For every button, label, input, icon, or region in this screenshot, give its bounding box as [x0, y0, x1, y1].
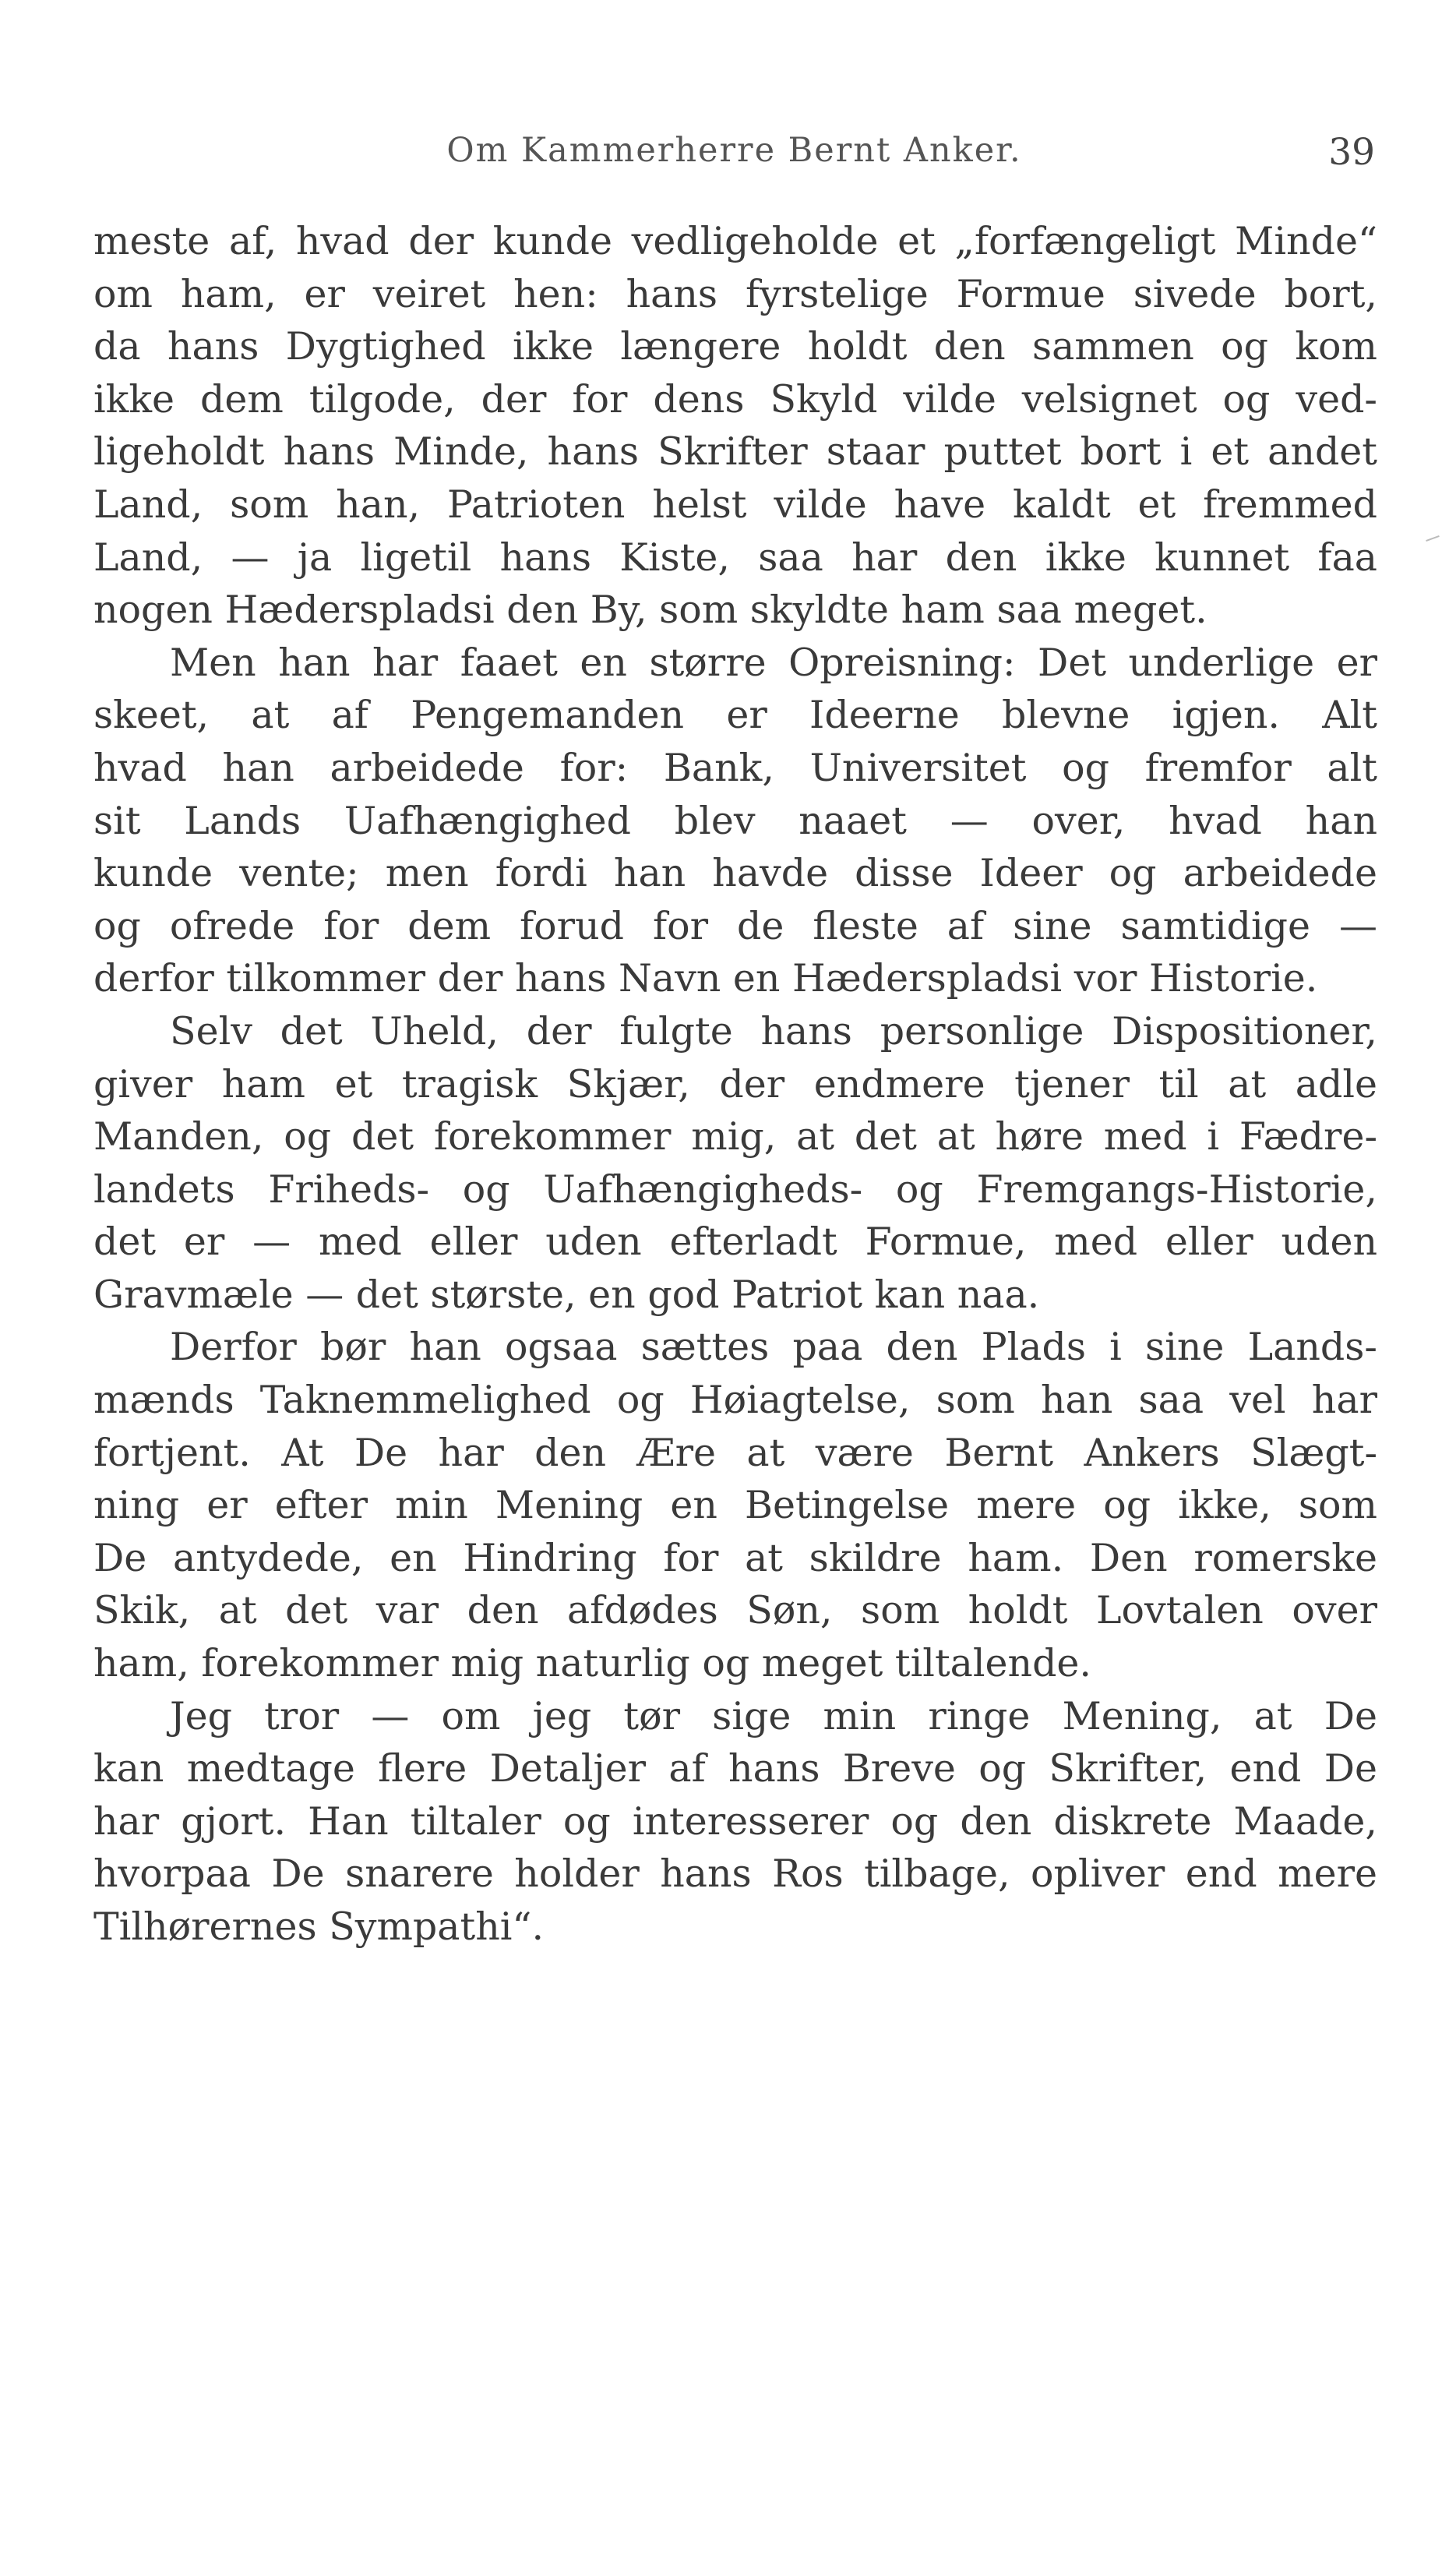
text-line: Skik, at det var den afdødes Søn, som holdt Lovtalen over: [93, 1588, 1377, 1633]
text-line: giver ham et tragisk Skjær, der endmere tjener til at adle: [93, 1061, 1377, 1107]
text-line: kan medtage flere Detaljer af hans Breve og Skrifter, end De: [93, 1746, 1377, 1791]
text-line: nogen Hæderspladsi den By, som skyldte ham saa meget.: [93, 588, 1207, 633]
margin-mark: [1426, 535, 1440, 542]
body-text: [93, 215, 1377, 1954]
text-line: Manden, og det forekommer mig, at det at høre med i Fædre-: [93, 1114, 1377, 1159]
text-line: mænds Taknemmelighed og Høiagtelse, som han saa vel har: [93, 1378, 1377, 1423]
running-header: [93, 131, 1375, 178]
text-line: skeet, at af Pengemanden er Ideerne blevne igjen. Alt: [93, 693, 1377, 738]
text-line: ning er efter min Mening en Betingelse mere og ikke, som: [93, 1483, 1377, 1528]
paragraph-first-line: Men han har faaet en større Opreisning: Det underlige er: [170, 640, 1377, 685]
text-line: kunde vente; men fordi han havde disse Ideer og arbeidede: [93, 851, 1377, 896]
text-line: hvad han arbeidede for: Bank, Universitet og fremfor alt: [93, 745, 1377, 790]
text-line: hvorpaa De snarere holder hans Ros tilbage, opliver end mere: [93, 1851, 1377, 1897]
text-line: derfor tilkommer der hans Navn en Hæderspladsi vor Historie.: [93, 956, 1318, 1001]
page-number: 39: [1328, 131, 1375, 174]
text-line: det er — med eller uden efterladt Formue, med eller uden: [93, 1219, 1377, 1265]
paragraph-first-line: Jeg tror — om jeg tør sige min ringe Mening, at De: [170, 1693, 1377, 1738]
text-line: Land, — ja ligetil hans Kiste, saa har den ikke kunnet faa: [93, 535, 1377, 580]
text-line: da hans Dygtighed ikke længere holdt den sammen og kom: [93, 324, 1377, 369]
text-line: De antydede, en Hindring for at skildre ham. Den romerske: [93, 1535, 1377, 1580]
text-line: Tilhørernes Sympathi“.: [93, 1904, 545, 1949]
running-title: Om Kammerherre Bernt Anker.: [446, 131, 1022, 170]
text-line: Gravmæle — det største, en god Patriot kan naa.: [93, 1272, 1040, 1317]
text-line: ham, forekommer mig naturlig og meget tiltalende.: [93, 1641, 1092, 1686]
text-line: har gjort. Han tiltaler og interesserer og den diskrete Maade,: [93, 1798, 1377, 1844]
text-line: fortjent. At De har den Ære at være Bernt Ankers Slægt-: [93, 1430, 1377, 1475]
text-line: om ham, er veiret hen: hans fyrstelige Formue sivede bort,: [93, 271, 1377, 316]
text-line: landets Friheds- og Uafhængigheds- og Fremgangs-Historie,: [93, 1167, 1377, 1212]
text-line: ikke dem tilgode, der for dens Skyld vilde velsignet og ved-: [93, 376, 1377, 422]
text-line: ligeholdt hans Minde, hans Skrifter staar puttet bort i et andet: [93, 429, 1377, 475]
paragraph-first-line: Selv det Uheld, der fulgte hans personlige Dispositioner,: [170, 1008, 1377, 1054]
text-line: meste af, hvad der kunde vedligeholde et „forfængeligt Minde“: [93, 219, 1377, 263]
text-line: sit Lands Uafhængighed blev naaet — over, hvad han: [93, 798, 1377, 843]
text-line: og ofrede for dem forud for de fleste af sine samtidige —: [93, 903, 1377, 948]
paragraph-first-line: Derfor bør han ogsaa sættes paa den Plads i sine Lands-: [170, 1325, 1377, 1370]
text-line: Land, som han, Patrioten helst vilde have kaldt et fremmed: [93, 482, 1377, 527]
